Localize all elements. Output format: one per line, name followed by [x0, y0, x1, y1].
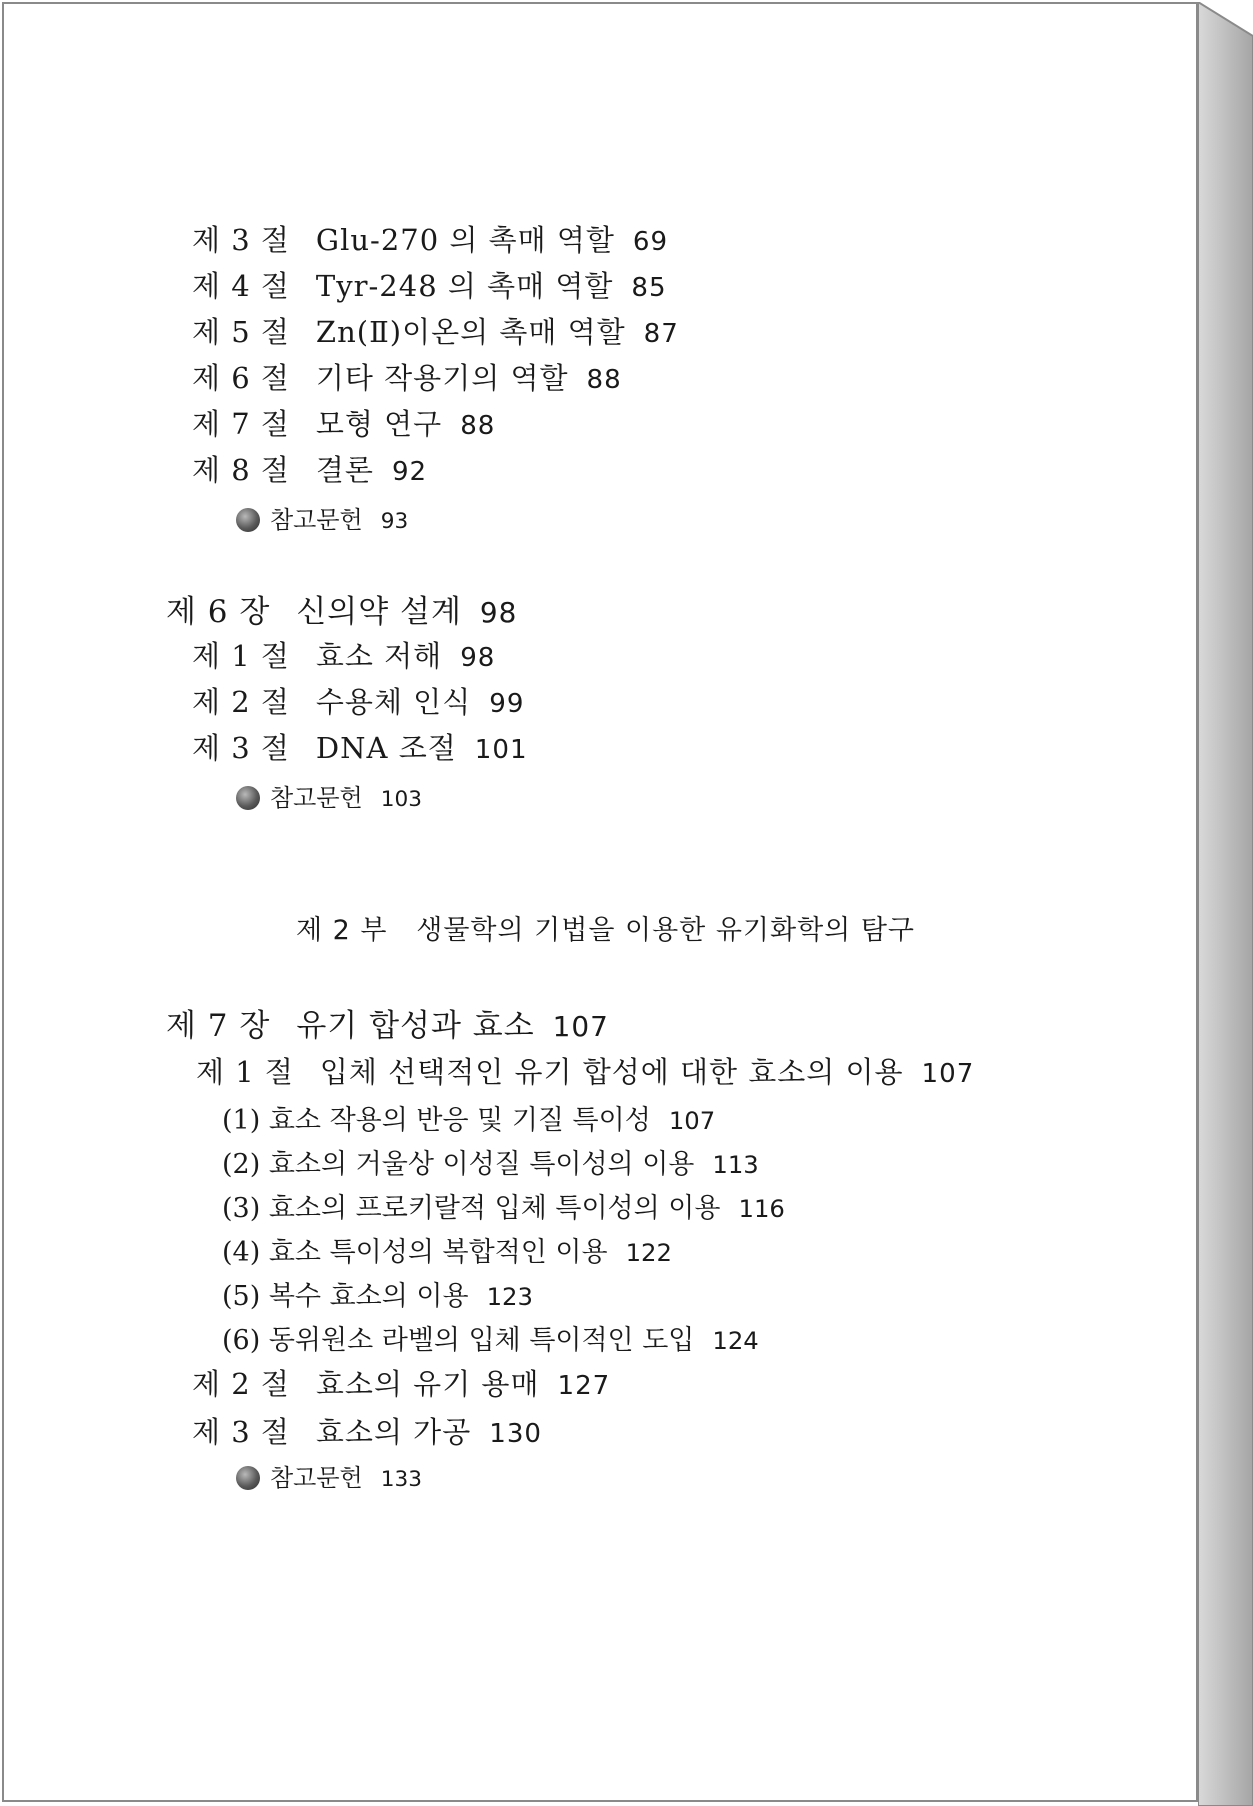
entry-title: 참고문헌 [270, 1464, 363, 1492]
entry-number: 제 1 절 [196, 1055, 294, 1089]
entry-page: 87 [643, 319, 679, 349]
entry-page: 127 [557, 1371, 611, 1401]
entry-title: 입체 선택적인 유기 합성에 대한 효소의 이용 [319, 1055, 904, 1089]
entry-page: 88 [460, 411, 496, 441]
part-title: 제 2 부 생물학의 기법을 이용한 유기화학의 탐구 [296, 915, 915, 946]
entry-title: 참고문헌 [270, 506, 363, 534]
toc-entry-subsection[interactable] [222, 1142, 759, 1181]
toc-entry-subsection[interactable] [222, 1274, 533, 1313]
entry-number: 제 6 절 [192, 361, 290, 395]
toc-entry-references[interactable] [236, 500, 408, 535]
entry-page: 133 [380, 1467, 422, 1492]
entry-page: 85 [631, 273, 667, 303]
entry-page: 98 [460, 643, 496, 673]
entry-page: 116 [738, 1194, 785, 1223]
entry-page: 69 [632, 227, 669, 257]
entry-title: 모형 연구 [315, 407, 443, 441]
toc-entry-section[interactable] [192, 726, 528, 767]
entry-page: 123 [486, 1282, 533, 1311]
entry-title: 결론 [315, 453, 374, 487]
page-edge [1198, 2, 1253, 1806]
toc-entry-section[interactable] [192, 356, 622, 397]
entry-page: 130 [489, 1419, 543, 1449]
bullet-icon [236, 1466, 260, 1490]
entry-title: 신의약 설계 [296, 594, 462, 630]
entry-page: 103 [380, 787, 422, 812]
entry-number: 제 3 절 [192, 223, 290, 257]
toc-entry-section[interactable] [192, 448, 427, 489]
entry-page: 98 [479, 596, 518, 629]
toc-entry-chapter[interactable] [166, 1000, 609, 1045]
entry-page: 92 [391, 457, 428, 487]
toc-entry-references[interactable] [236, 1458, 422, 1493]
entry-title: DNA 조절 [315, 731, 457, 765]
toc-entry-subsection[interactable] [222, 1098, 715, 1137]
entry-title: (1) 효소 작용의 반응 및 기질 특이성 [222, 1105, 651, 1136]
entry-number: 제 1 절 [192, 639, 290, 673]
toc-entry-chapter[interactable] [166, 586, 517, 631]
toc-entry-references[interactable] [236, 778, 422, 813]
entry-title: 유기 합성과 효소 [296, 1008, 535, 1044]
entry-number: 제 3 절 [192, 1415, 290, 1449]
entry-title: 효소의 가공 [315, 1415, 472, 1449]
entry-number: 제 5 절 [192, 315, 290, 349]
entry-title: (3) 효소의 프로키랄적 입체 특이성의 이용 [222, 1193, 721, 1224]
entry-title: Glu-270 의 촉매 역할 [315, 223, 615, 257]
toc-entry-section[interactable] [192, 310, 679, 351]
entry-number: 제 3 절 [192, 731, 290, 765]
entry-page: 101 [474, 735, 528, 765]
toc-entry-section[interactable] [192, 402, 495, 443]
entry-number: 제 7 절 [192, 407, 290, 441]
entry-page: 93 [380, 509, 409, 534]
entry-page: 113 [712, 1150, 759, 1179]
toc-entry-subsection[interactable] [222, 1186, 785, 1225]
toc-entry-section[interactable] [192, 1362, 610, 1403]
entry-page: 88 [586, 365, 622, 395]
entry-number: 제 6 장 [166, 594, 271, 630]
entry-title: (2) 효소의 거울상 이성질 특이성의 이용 [222, 1149, 695, 1180]
entry-title: (5) 복수 효소의 이용 [222, 1281, 469, 1312]
entry-title: Zn(Ⅱ)이온의 촉매 역할 [315, 315, 626, 349]
toc-entry-section[interactable] [192, 218, 668, 259]
toc-entry-section[interactable] [192, 680, 524, 721]
entry-title: 기타 작용기의 역할 [315, 361, 569, 395]
entry-page: 124 [712, 1326, 759, 1355]
entry-title: Tyr-248 의 촉매 역할 [315, 269, 614, 303]
toc-entry-section[interactable] [192, 1410, 542, 1451]
entry-title: 수용체 인식 [315, 685, 472, 719]
entry-number: 제 4 절 [192, 269, 290, 303]
toc-entry-subsection[interactable] [222, 1318, 759, 1357]
bullet-icon [236, 786, 260, 810]
toc-entry-section[interactable] [196, 1050, 974, 1091]
entry-page: 107 [921, 1059, 975, 1089]
entry-title: (6) 동위원소 라벨의 입체 특이적인 도입 [222, 1325, 695, 1356]
entry-page: 99 [489, 689, 525, 719]
entry-title: 효소의 유기 용매 [315, 1367, 540, 1401]
entry-number: 제 2 절 [192, 685, 290, 719]
entry-number: 제 2 절 [192, 1367, 290, 1401]
toc-entry-subsection[interactable] [222, 1230, 672, 1269]
toc-entry-section[interactable] [192, 634, 495, 675]
entry-title: 효소 저해 [315, 639, 443, 673]
bullet-icon [236, 508, 260, 532]
entry-title: 참고문헌 [270, 784, 363, 812]
toc-entry-section[interactable] [192, 264, 667, 305]
entry-title: (4) 효소 특이성의 복합적인 이용 [222, 1237, 608, 1268]
entry-page: 107 [552, 1010, 609, 1043]
entry-page: 122 [625, 1238, 672, 1267]
entry-page: 107 [668, 1106, 716, 1135]
toc-part-heading [296, 908, 915, 947]
entry-number: 제 8 절 [192, 453, 290, 487]
entry-number: 제 7 장 [166, 1008, 271, 1044]
